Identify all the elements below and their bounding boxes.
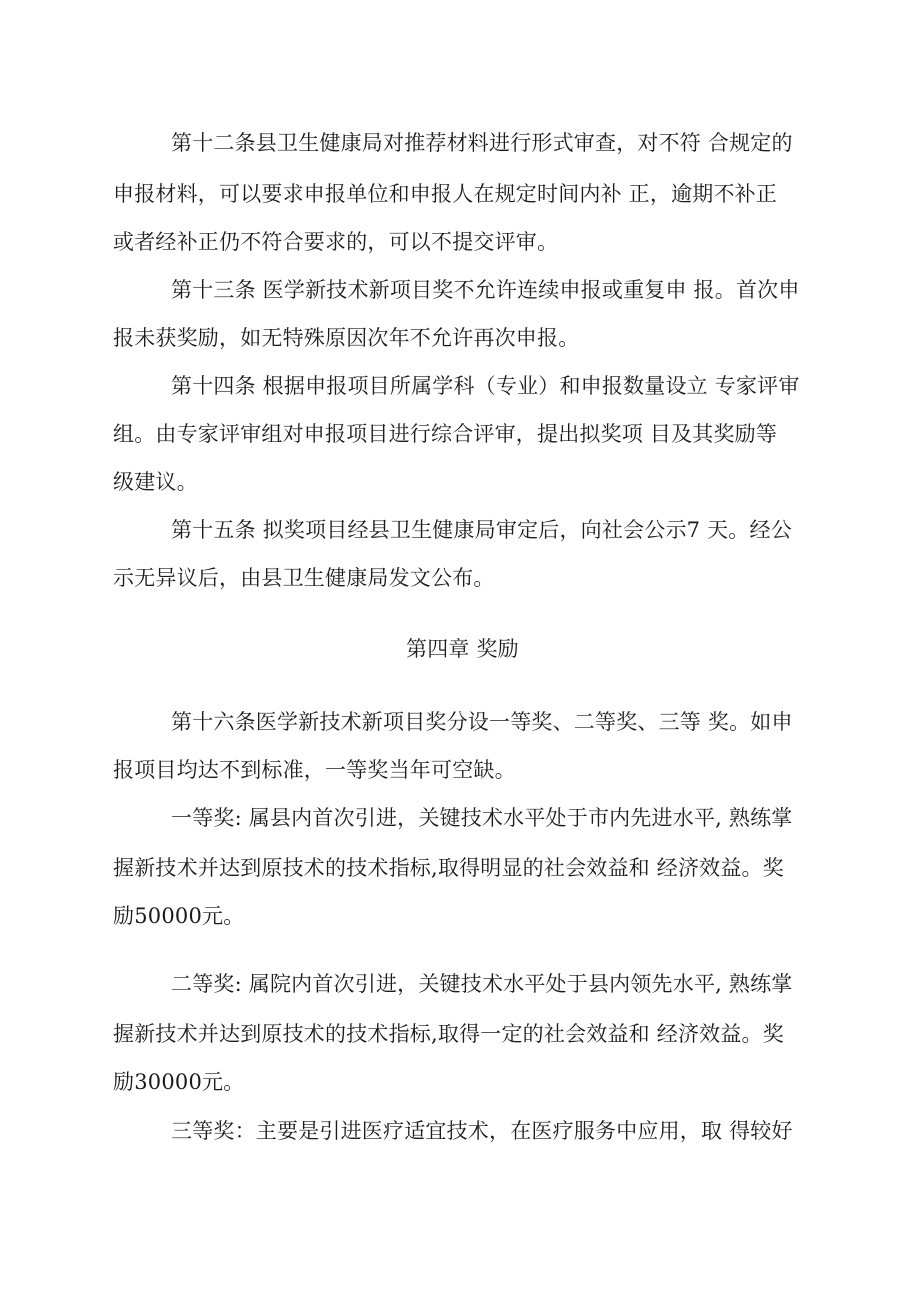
article-12-line-3: 或者经补正仍不符合要求的，可以不提交评审。: [113, 230, 559, 254]
first-prize-line-2: 握新技术并达到原技术的技术指标,取得明显的社会效益和 经济效益。奖: [113, 856, 784, 880]
second-prize-line-3: 励30000元。: [113, 1070, 245, 1094]
article-12-line-1: 第十二条县卫生健康局对推荐材料进行形式审查，对不符 合规定的: [171, 131, 793, 155]
article-13-line-2: 报未获奖励，如无特殊原因次年不允许再次申报。: [113, 326, 580, 350]
article-13-line-1: 第十三条 医学新技术新项目奖不允许连续申报或重复申 报。首次申: [171, 278, 800, 302]
article-14-line-3: 级建议。: [113, 470, 198, 494]
first-prize-line-1: 一等奖: 属县内首次引进，关键技术水平处于市内先进水平, 熟练掌: [171, 806, 793, 830]
article-12-line-2: 申报材料，可以要求申报单位和申报人在规定时间内补 正，逾期不补正: [113, 182, 778, 206]
article-16-line-1: 第十六条医学新技术新项目奖分设一等奖、二等奖、三等 奖。如申: [171, 710, 793, 734]
first-prize-line-3: 励50000元。: [113, 904, 245, 928]
article-15-line-1: 第十五条 拟奖项目经县卫生健康局审定后，向社会公示7 天。经公: [171, 518, 792, 542]
second-prize-line-2: 握新技术并达到原技术的技术指标,取得一定的社会效益和 经济效益。奖: [113, 1022, 784, 1046]
second-prize-line-1: 二等奖: 属院内首次引进，关键技术水平处于县内领先水平, 熟练掌: [171, 972, 793, 996]
article-16-line-2: 报项目均达不到标准，一等奖当年可空缺。: [113, 758, 516, 782]
article-14-line-2: 组。由专家评审组对申报项目进行综合评审，提出拟奖项 目及其奖励等: [113, 422, 778, 446]
article-14-line-1: 第十四条 根据申报项目所属学科（专业）和申报数量设立 专家评审: [171, 374, 800, 398]
chapter-heading: 第四章 奖励: [406, 637, 519, 661]
third-prize-line-1: 三等奖：主要是引进医疗适宜技术，在医疗服务中应用，取 得较好: [171, 1119, 793, 1143]
article-15-line-2: 示无异议后，由县卫生健康局发文公布。: [113, 566, 495, 590]
